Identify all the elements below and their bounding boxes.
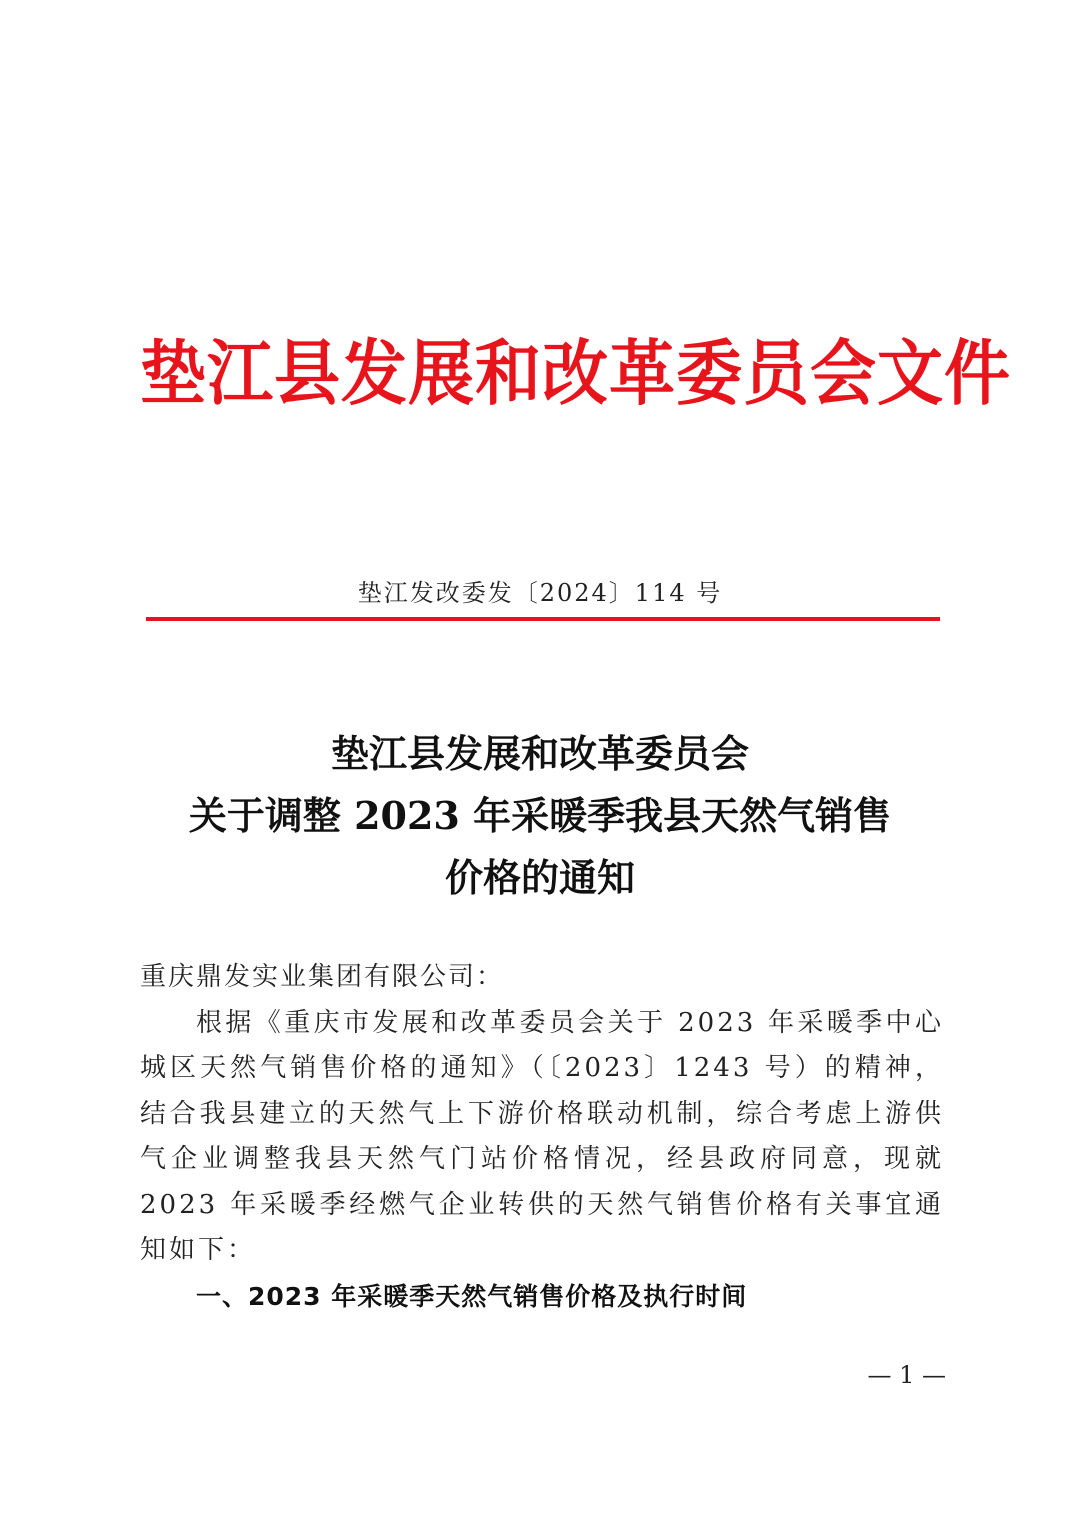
- body-paragraph: 根据《重庆市发展和改革委员会关于 2023 年采暖季中心城区天然气销售价格的通知》（〔2023〕1243 号）的精神，结合我县建立的天然气上下游价格联动机制，综合考虑上游供气企业调整我县天然气门站价格情况，经县政府同意，现就 2023 年采暖季经燃气企业转供的天然气销售价格有关事宜通知如下：: [140, 1007, 944, 1265]
- red-divider-line: [146, 617, 940, 621]
- page-number: — 1 —: [867, 1361, 946, 1389]
- notice-title-line-3: 价格的通知: [444, 855, 635, 900]
- notice-body: [140, 955, 944, 1319]
- notice-title: [140, 723, 940, 909]
- document-number: 垫江发改委发〔2024〕114 号: [357, 579, 723, 607]
- masthead-title: 垫江县发展和改革委员会文件: [140, 330, 1011, 416]
- salutation: 重庆鼎发实业集团有限公司：: [140, 962, 505, 992]
- section-heading-1: 一、2023 年采暖季天然气销售价格及执行时间: [196, 1281, 748, 1311]
- notice-title-line-1: 垫江县发展和改革委员会: [330, 731, 749, 776]
- notice-title-line-2: 关于调整 2023 年采暖季我县天然气销售: [188, 793, 892, 838]
